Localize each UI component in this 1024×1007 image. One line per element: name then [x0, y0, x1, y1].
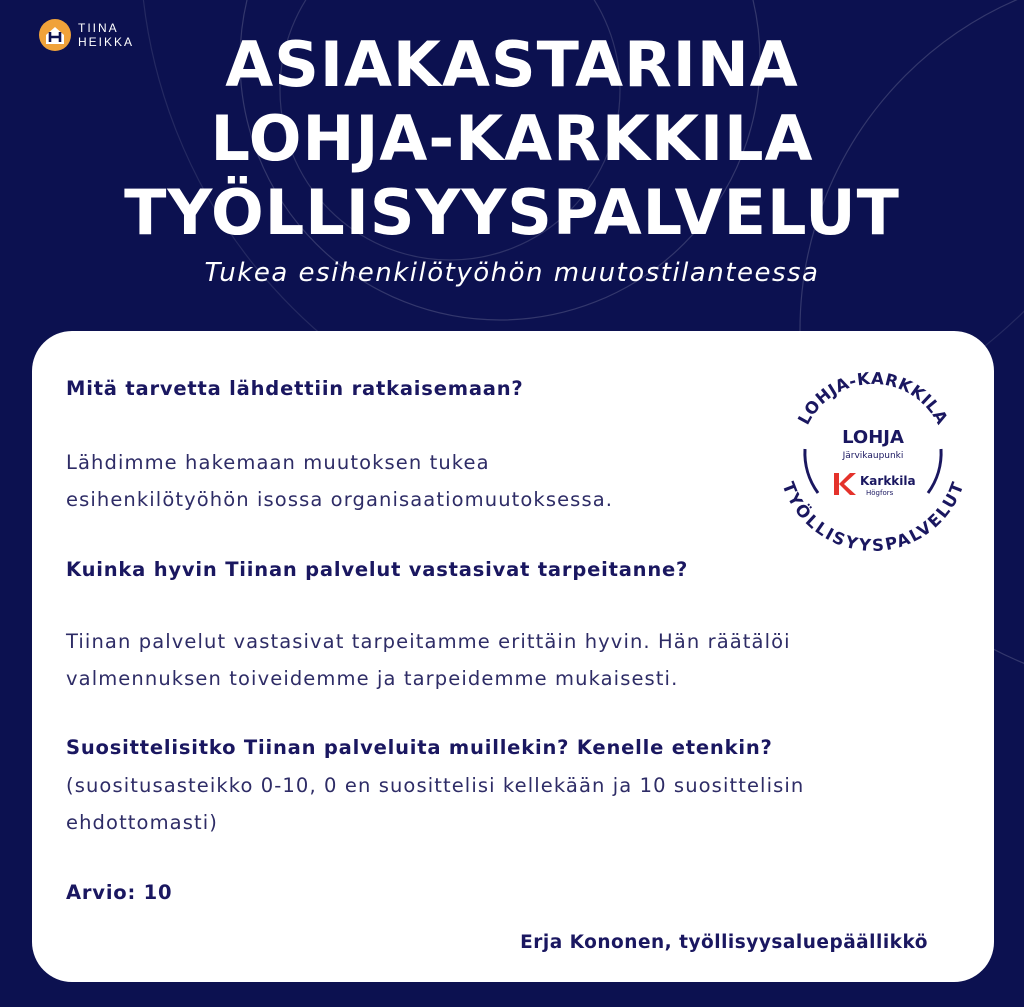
answer-1-line-1: Lähdimme hakemaan muutoksen tukea [66, 451, 490, 474]
title-line-1: ASIAKASTARINA [225, 28, 799, 101]
lohja-karkkila-seal [778, 361, 968, 551]
page-title [0, 28, 1024, 250]
seal-lohja-sub: Järvikaupunki [842, 451, 904, 461]
question-3-note-line-1: (suositusasteikko 0-10, 0 en suosittelisi kellekään ja 10 suosittelisin [66, 774, 805, 797]
question-2: Kuinka hyvin Tiinan palvelut vastasivat tarpeitanne? [66, 558, 689, 581]
answer-1 [66, 444, 613, 518]
question-3: Suosittelisitko Tiinan palveluita muillekin? Kenelle etenkin? [66, 736, 773, 759]
question-3-note [66, 767, 804, 841]
title-line-3: TYÖLLISYYSPALVELUT [124, 176, 900, 249]
seal-karkkila-sub: Högfors [866, 489, 894, 497]
answer-2-line-1: Tiinan palvelut vastasivat tarpeitamme erittäin hyvin. Hän räätälöi [66, 630, 791, 653]
seal-arc-bottom: TYÖLLISYYSPALVELUT [778, 479, 968, 551]
seal-karkkila: Karkkila [860, 474, 916, 488]
brand-line-1: TIINA [78, 21, 119, 35]
seal-arc-top: LOHJA-KARKKILA [794, 368, 952, 428]
brand-line-2: HEIKKA [78, 35, 135, 49]
signature: Erja Kononen, työllisyysaluepäällikkö [520, 932, 928, 953]
rating: Arvio: 10 [66, 881, 173, 904]
question-1: Mitä tarvetta lähdettiin ratkaisemaan? [66, 377, 524, 400]
answer-2 [66, 623, 791, 697]
answer-2-line-2: valmennuksen toiveidemme ja tarpeidemme mukaisesti. [66, 667, 679, 690]
testimonial-card [32, 331, 994, 982]
question-3-note-line-2: ehdottomasti) [66, 811, 218, 834]
karkkila-k-icon [834, 473, 856, 495]
page-subtitle: Tukea esihenkilötyöhön muutostilanteessa [204, 258, 820, 288]
answer-1-line-2: esihenkilötyöhön isossa organisaatiomuutoksessa. [66, 488, 614, 511]
seal-lohja: LOHJA [842, 427, 904, 448]
title-line-2: LOHJA-KARKKILA [210, 102, 814, 175]
